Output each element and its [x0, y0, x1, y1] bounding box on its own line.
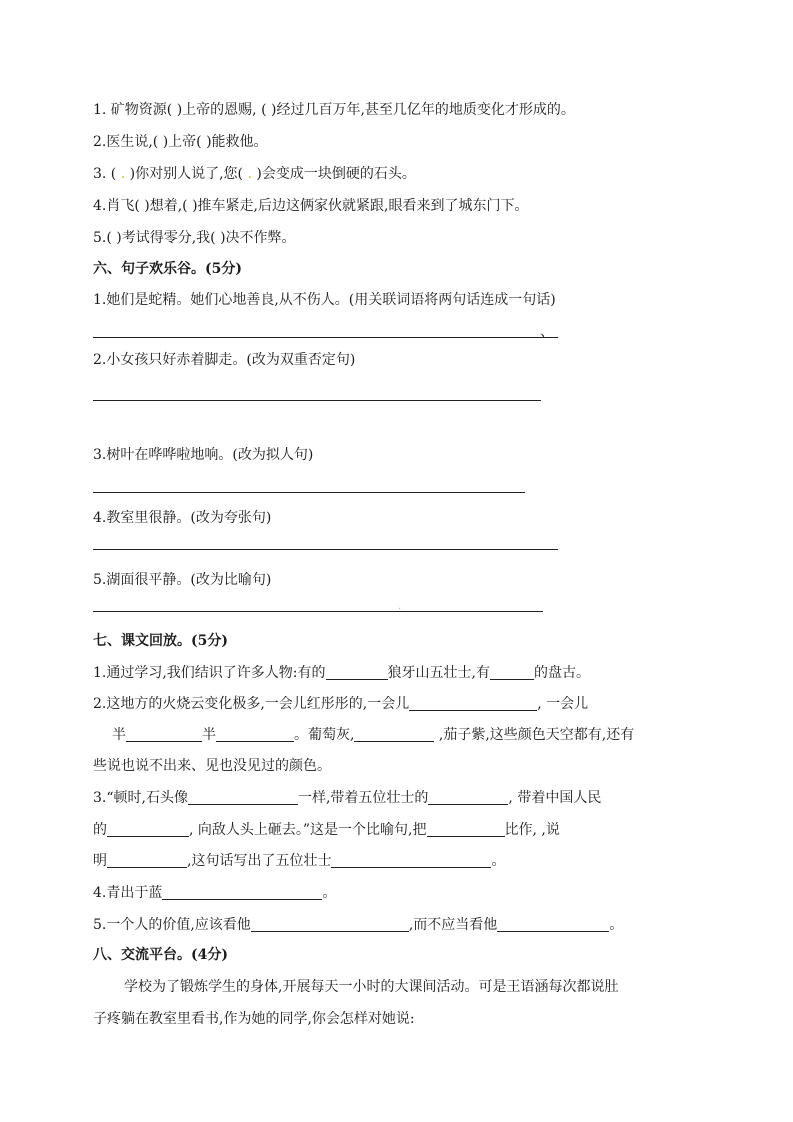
s6-q3-answer-line[interactable]: [93, 492, 525, 493]
fill-blank[interactable]: [188, 789, 298, 805]
s7-q2-line3: 些说也说不出来、见也没见过的颜色。: [93, 758, 331, 774]
s8-paragraph-line1: 学校为了锻炼学生的身体,开展每天一小时的大课间活动。可是王语涵每次都说肚: [124, 979, 619, 995]
fill-blank[interactable]: [107, 852, 187, 868]
s7-q3-line1: 3.“顿时,石头像 一样,带着五位壮士的 , 带着中国人民: [93, 790, 602, 806]
stray-dot: .: [247, 166, 252, 182]
fill-blank[interactable]: [326, 664, 388, 680]
s6-q5-answer-line[interactable]: [93, 611, 543, 612]
s6-q1-mark: 、: [540, 324, 554, 340]
s7-q3-line3: 明 ,这句话写出了五位壮士 。: [93, 853, 506, 869]
fill-blank[interactable]: [162, 884, 322, 900]
s8-paragraph-line2: 子疼躺在教室里看书,作为她的同学,你会怎样对她说:: [93, 1011, 415, 1027]
s6-q1-prompt: 1.她们是蛇精。她们心地善良,从不伤人。(用关联词语将两句话连成一句话): [93, 292, 556, 308]
s5-q5: 5.( )考试得零分,我( )决不作弊。: [93, 230, 296, 246]
s6-q4-answer-line[interactable]: [93, 549, 558, 550]
stray-dot: .: [120, 166, 126, 182]
s5-q4: 4.肖飞( )想着,( )推车紧走,后边这俩家伙就紧跟,眼看来到了城东门下。: [93, 198, 529, 214]
fill-blank[interactable]: [126, 726, 202, 742]
s6-q5-prompt: 5.湖面很平静。(改为比喻句): [93, 572, 272, 588]
fill-blank[interactable]: [354, 726, 434, 742]
fill-blank[interactable]: [107, 821, 189, 837]
section8-heading: 八、交流平台。(4分): [93, 947, 228, 963]
s6-q3-prompt: 3.树叶在哗哗啦地响。(改为拟人句): [93, 447, 314, 463]
stray-dot: .: [398, 601, 402, 612]
s5-q2: 2.医生说,( )上帝( )能救他。: [93, 134, 268, 150]
fill-blank[interactable]: [497, 916, 609, 932]
s7-q5: 5.一个人的价值,应该看他 ,而不应当看他 。: [93, 917, 624, 933]
s6-q1-answer-line[interactable]: [93, 337, 558, 338]
s7-q4: 4.青出于蓝 。: [93, 885, 337, 901]
fill-blank[interactable]: [331, 852, 491, 868]
fill-blank[interactable]: [409, 695, 537, 711]
fill-blank[interactable]: [251, 916, 409, 932]
s6-q2-answer-line[interactable]: [93, 400, 541, 401]
fill-blank[interactable]: [490, 664, 534, 680]
fill-blank[interactable]: [428, 789, 508, 805]
s6-q4-prompt: 4.教室里很静。(改为夸张句): [93, 510, 272, 526]
s7-q3-line2: 的 , 向敌人头上砸去。”这是一个比喻句,把 比作, ,说: [93, 822, 560, 838]
s7-q2-line1: 2.这地方的火烧云变化极多,一会儿红彤彤的,一会儿 , 一会儿: [93, 696, 589, 712]
fill-blank[interactable]: [216, 726, 294, 742]
section6-heading: 六、句子欢乐谷。(5分): [93, 261, 242, 277]
s5-q1: 1. 矿物资源( )上帝的恩赐, ( )经过几百万年,甚至几亿年的地质变化才形成的。: [93, 102, 575, 118]
s5-q3: 3. ( . )你对别人说了,您( . )会变成一块倒硬的石头。: [93, 166, 416, 182]
fill-blank[interactable]: [427, 821, 505, 837]
s7-q1: 1.通过学习,我们结识了许多人物:有的 狼牙山五壮士,有 的盘古。: [93, 665, 590, 681]
s7-q2-line2: 半 半 。葡萄灰, ,茄子紫,这些颜色天空都有,还有: [112, 727, 635, 743]
section7-heading: 七、课文回放。(5分): [93, 633, 228, 649]
s6-q2-prompt: 2.小女孩只好赤着脚走。(改为双重否定句): [93, 352, 356, 368]
